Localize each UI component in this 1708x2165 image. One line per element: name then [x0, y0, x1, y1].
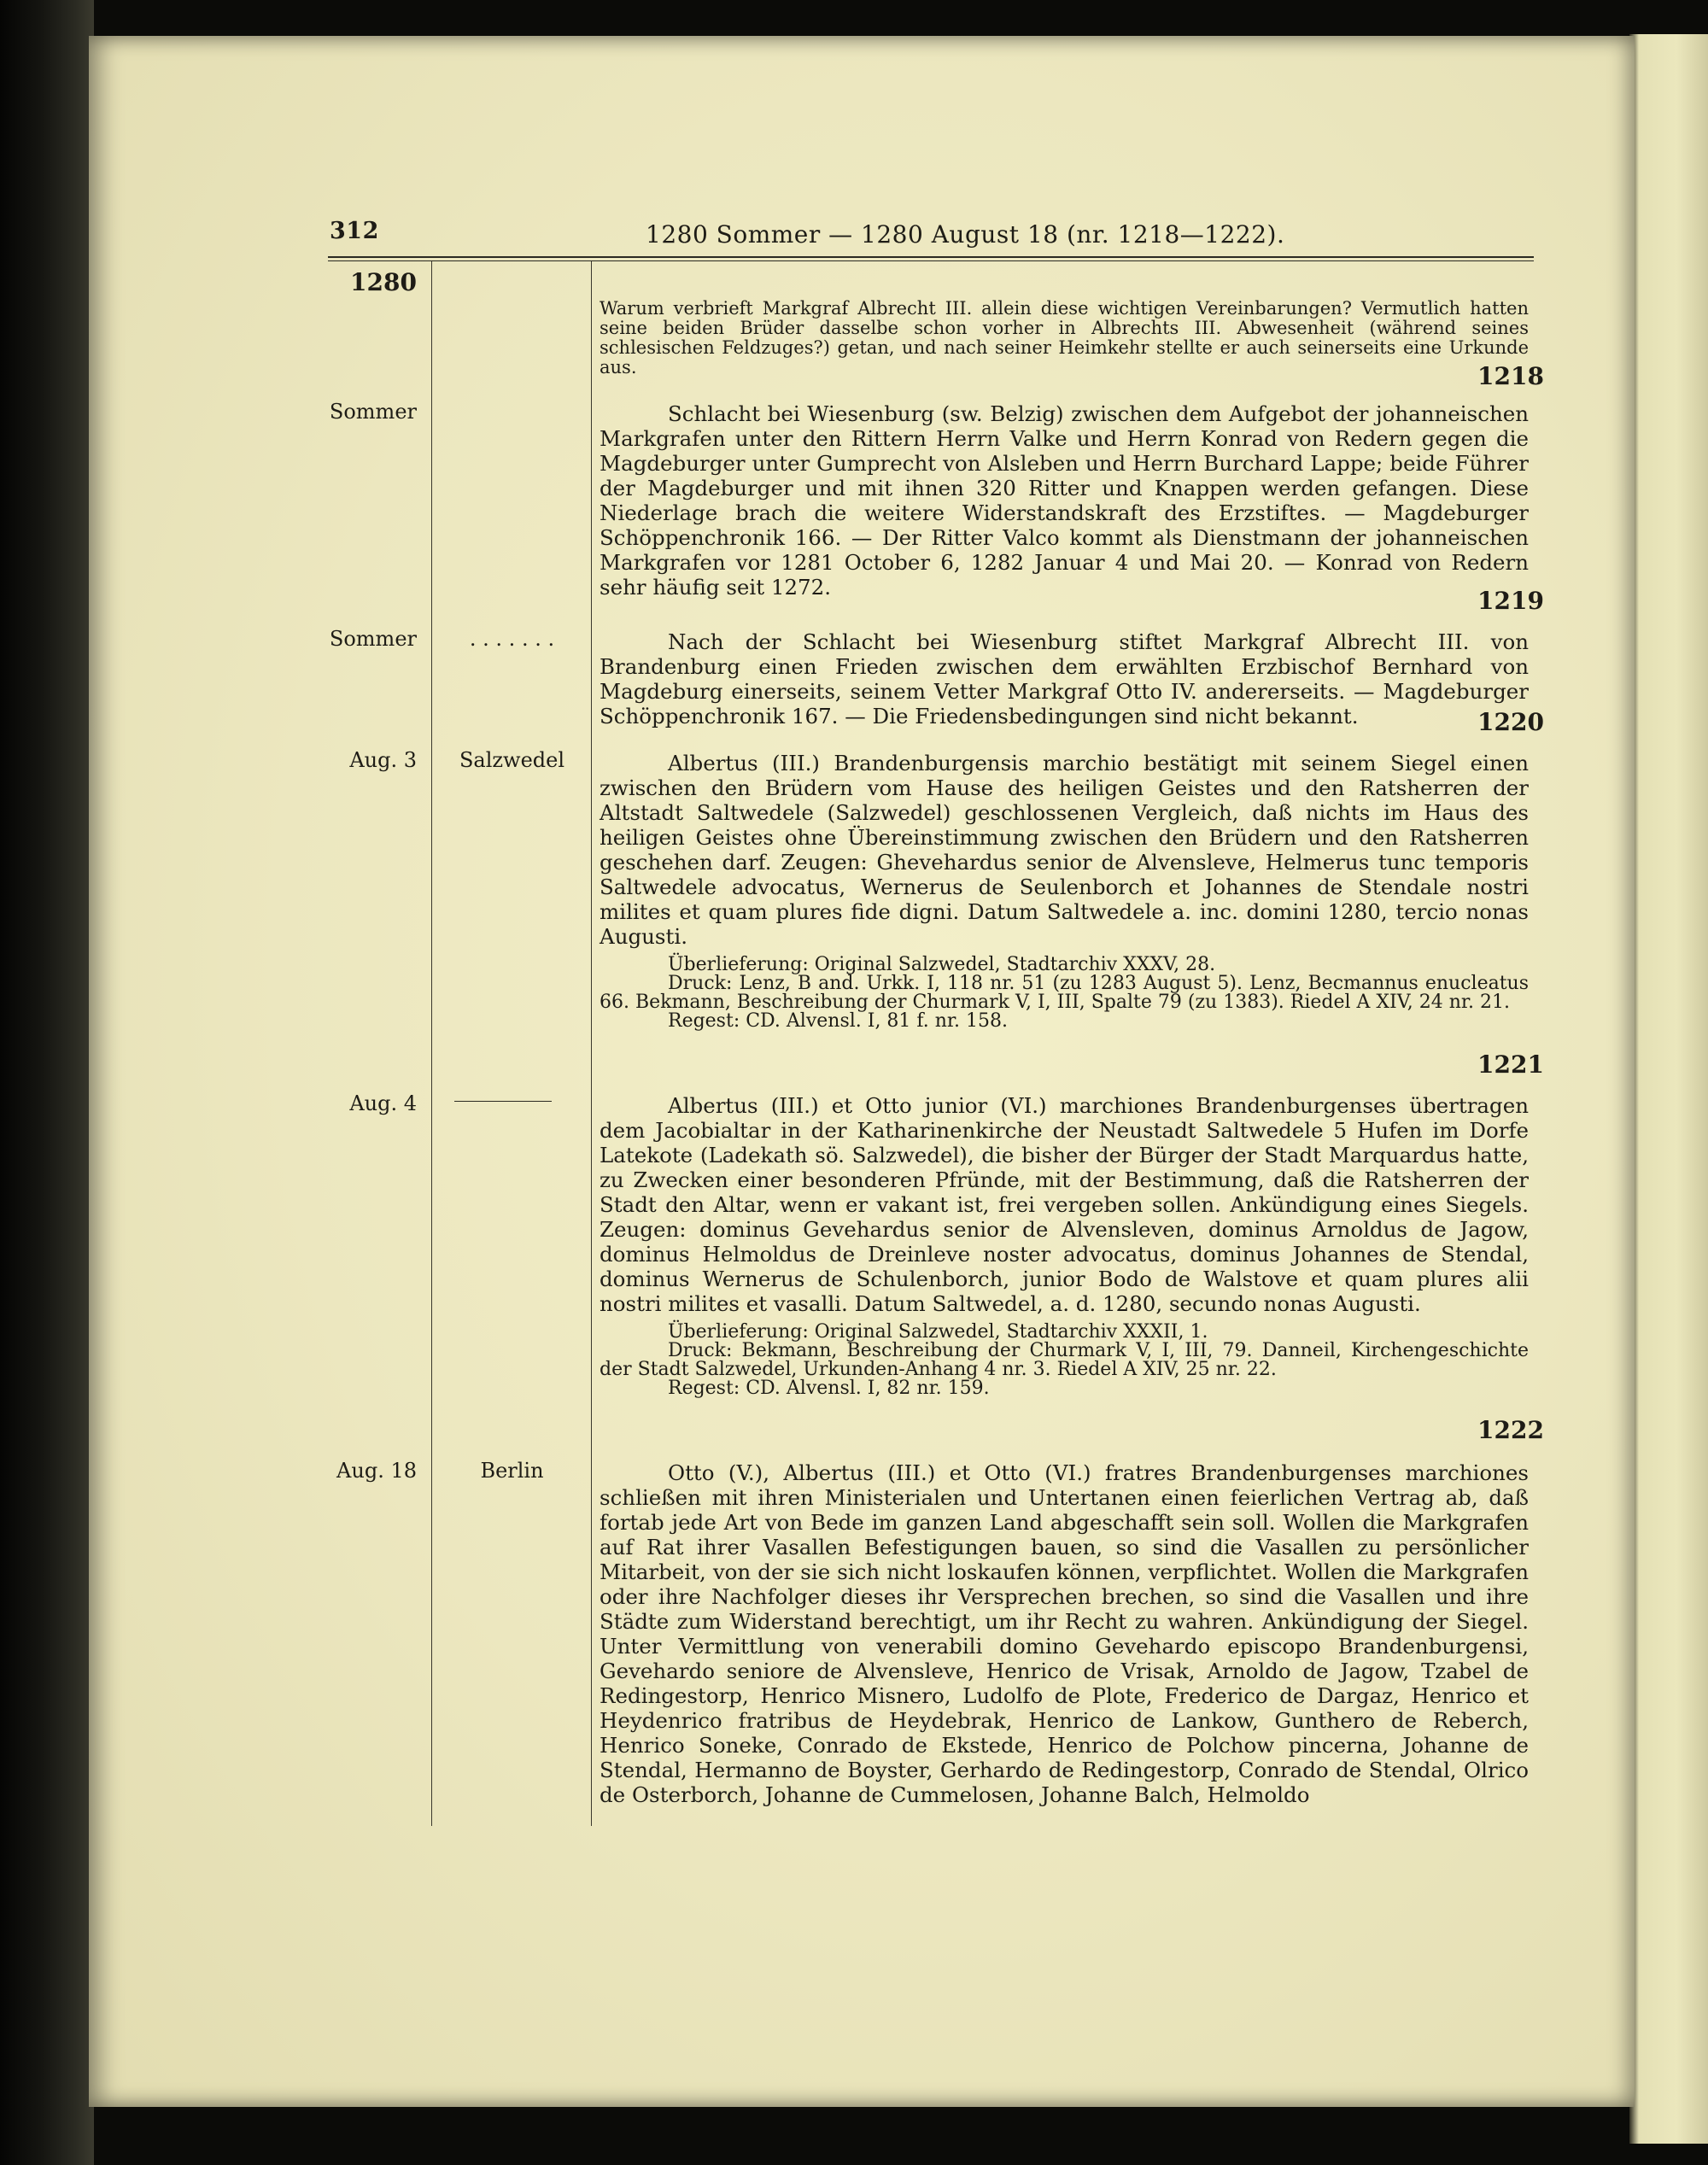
entry-text: Nach der Schlacht bei Wiesenburg stiftet Markgraf Albrecht III. von Brandenburg einen Frieden zwischen dem erwählten Erzbischof Bernhard von Magdeburg einerseits, seinem Vetter Markgraf Otto IV. andererseits. — Magdeburger Schöppenchronik 167. — Die Friedensbedingungen sind nicht bekannt.: [600, 629, 1529, 728]
entry-1221: [600, 751, 1529, 1031]
entry-text: Otto (V.), Albertus (III.) et Otto (VI.) fratres Brandenburgenses marchiones schließen mit ihren Ministerialen und Untertanen einen feierlichen Vertrag ab, daß fortab jede Art von Bede im ganzen Land abgeschafft sein soll. Wollen die Markgrafen auf Rat ihrer Vasallen Befestigungen bauen, so sind die Vasallen zu persönlicher Mitarbeit, von der sie sich nicht loskaufen können, verpflichtet. Wollen die Markgrafen oder ihre Nachfolger dieses ihr Versprechen brechen, so sind die Vasallen und ihre Städte zum Widerstand berechtigt, um ihr Recht zu wahren. Ankündigung der Siegel. Unter Vermittlung von venerabili domino Gevehardo episcopo Brandenburgensi, Gevehardo seniore de Alvensleve, Henrico de Vrisak, Arnoldo de Jagow, Tzabel de Redingestorp, Henrico Misnero, Ludolfo de Plote, Frederico de Dargaz, Henrico et Heydenrico fratribus de Heydebrak, Henrico de Lankow, Gunthero de Reberch, Henrico Soneke, Conrado de Ekstede, Henrico de Polchow pincerna, Johanne de Stendal, Hermanno de Boyster, Gerhardo de Redingestorp, Conrado de Stendal, Olrico de Osterborch, Johanne de Cummelosen, Johanne Balch, Helmoldo: [600, 1460, 1529, 1807]
margin-place: Berlin: [480, 1459, 544, 1483]
entry-number: 1219: [1477, 587, 1544, 615]
entry-1218: [600, 299, 1529, 377]
entry-text: Schlacht bei Wiesenburg (sw. Belzig) zwischen dem Aufgebot der johanneischen Markgrafen unter den Rittern Herrn Valke und Herrn Konrad von Redern gegen die Magdeburger unter Gumprecht von Alsleben und Herrn Burchard Lappe; beide Führer der Magdeburger und mit ihnen 320 Ritter und Knappen werden gefangen. Diese Niederlage brach die weitere Widerstandskraft des Erzstiftes. — Magdeburger Schöppenchronik 166. — Der Ritter Valco kommt als Dienstmann der johanneischen Markgrafen vor 1281 October 6, 1282 Januar 4 und Mai 20. — Konrad von Redern sehr häufig seit 1272.: [600, 401, 1529, 600]
page-number: 312: [330, 218, 379, 244]
entry-1219: [600, 401, 1529, 600]
header-rule-top: [328, 256, 1534, 258]
column-divider-date: [431, 261, 432, 1826]
margin-place-dash: [454, 1101, 552, 1102]
book-spine-left: [0, 0, 94, 2165]
entry-note-print: Druck: Bekmann, Beschreibung der Churmark V, I, III, 79. Danneil, Kirchengeschichte der Stadt Salzwedel, Urkunden-Anhang 4 nr. 3. Riedel A XIV, 25 nr. 22.: [600, 1340, 1529, 1380]
column-divider-place: [591, 261, 592, 1826]
entry-note-regest: Regest: CD. Alvensl. I, 82 nr. 159.: [668, 1378, 990, 1399]
running-title: 1280 Sommer — 1280 August 18 (nr. 1218—1222).: [646, 220, 1285, 249]
header-rule-bottom: [328, 260, 1534, 261]
facing-page-edge: [1629, 34, 1708, 2144]
entry-note-print: Druck: Lenz, B and. Urkk. I, 118 nr. 51 (zu 1283 August 5). Lenz, Becmannus enucleatus 66. Bekmann, Beschreibung der Churmark V, I, III, Spalte 79 (zu 1383). Riedel A XIV, 24 nr. 21.: [600, 973, 1529, 1013]
margin-date: Aug. 3: [349, 748, 417, 772]
entry-1223: [600, 1460, 1529, 1807]
margin-date: Aug. 18: [336, 1459, 417, 1483]
margin-place: Salzwedel: [459, 748, 565, 772]
entry-note-tradition: Überlieferung: Original Salzwedel, Stadtarchiv XXXV, 28.: [668, 954, 1216, 975]
margin-date: Sommer: [329, 400, 417, 424]
entry-1222: [600, 1093, 1529, 1398]
margin-year: 1280: [350, 268, 417, 296]
entry-text: Warum verbrieft Markgraf Albrecht III. allein diese wichtigen Vereinbarungen? Vermutlich hatten seine beiden Brüder dasselbe schon vorher in Albrechts III. Abwesenheit (während seines schlesischen Feldzuges?) getan, und nach seiner Heimkehr stellte er auch seinerseits eine Urkunde aus.: [600, 298, 1529, 377]
entry-number: 1222: [1477, 1416, 1544, 1444]
margin-date: Aug. 4: [349, 1091, 417, 1115]
entry-note-tradition: Überlieferung: Original Salzwedel, Stadtarchiv XXXII, 1.: [668, 1321, 1208, 1343]
entry-note-regest: Regest: CD. Alvensl. I, 81 f. nr. 158.: [668, 1010, 1008, 1032]
margin-date: Sommer: [329, 627, 417, 651]
entry-1220: [600, 629, 1529, 728]
entry-number: 1221: [1477, 1050, 1544, 1079]
entry-text: Albertus (III.) Brandenburgensis marchio bestätigt mit seinem Siegel einen zwischen den Brüdern vom Hause des heiligen Geistes und den Ratsherren der Altstadt Saltwedele (Salzwedel) geschlossenen Vergleich, daß nichts im Haus des heiligen Geistes ohne Übereinstimmung zwischen den Brüdern und den Ratsherren geschehen darf. Zeugen: Ghevehardus senior de Alvensleve, Helmerus tunc temporis Saltwedele advocatus, Wernerus de Seulenborch et Johannes de Stendale nostri milites et quam plures fide digni. Datum Saltwedele a. inc. domini 1280, tercio nonas Augusti.: [600, 751, 1529, 949]
entry-number: 1220: [1477, 708, 1544, 736]
margin-place: . . . . . . .: [469, 627, 555, 651]
entry-text: Albertus (III.) et Otto junior (VI.) marchiones Brandenburgenses übertragen dem Jacobialtar in der Katharinenkirche der Neustadt Saltwedele 5 Hufen im Dorfe Latekote (Ladekath sö. Salzwedel), die bisher der Bürger der Stadt Marquardus hatte, zu Zwecken einer besonderen Pfründe, mit der Bestimmung, daß die Ratsherren der Stadt den Altar, wenn er vakant ist, frei vergeben sollen. Ankündigung eines Siegels. Zeugen: dominus Gevehardus senior de Alvensleven, dominus Arnoldus de Jagow, dominus Helmoldus de Dreinleve noster advocatus, dominus Johannes de Stendal, dominus Wernerus de Schulenborch, junior Bodo de Walstove et quam plures alii nostri milites et vasalli. Datum Saltwedel, a. d. 1280, secundo nonas Augusti.: [600, 1093, 1529, 1316]
entry-number: 1218: [1477, 362, 1544, 390]
